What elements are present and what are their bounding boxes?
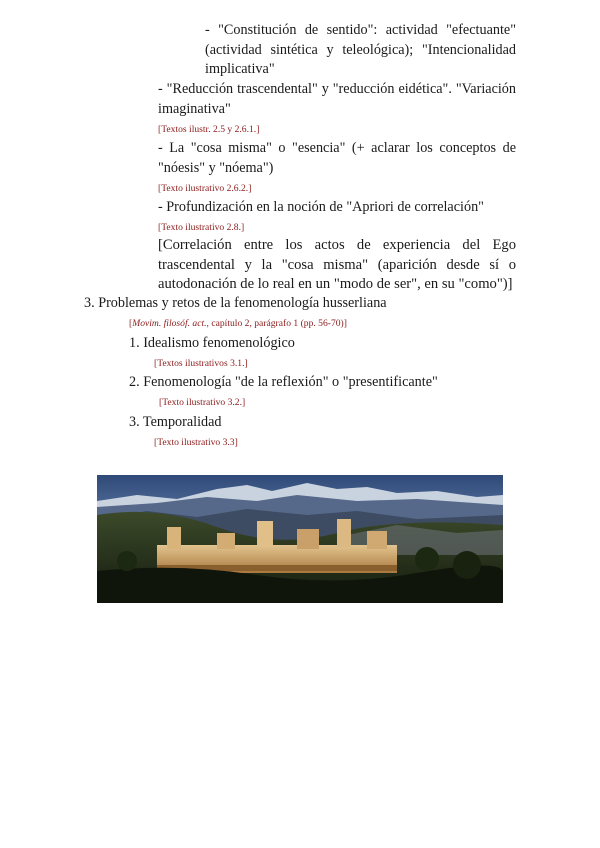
section-reference: [Movim. filosóf. act., capítulo 2, parágrafo 1 (pp. 56-70)]	[129, 318, 347, 329]
ref-reduccion: [Textos ilustr. 2.5 y 2.6.1.]	[158, 124, 260, 135]
paragraph-correlacion: [Correlación entre los actos de experiencia del Ego trascendental y la "cosa misma" (aparición desde sí o autodonación de lo real en un "modo de ser", en su "como")]	[158, 237, 516, 293]
item-cosa-misma: - La "cosa misma" o "esencia" (+ aclarar los conceptos de "nóesis" y "nóema")	[158, 140, 516, 176]
book-title: Movim. filosóf. act.	[132, 318, 207, 329]
ref-cosa-misma: [Texto ilustrativo 2.6.2.]	[158, 183, 252, 194]
ref-apriori: [Texto ilustrativo 2.8.]	[158, 222, 245, 233]
subitem-reflexion: 2. Fenomenología "de la reflexión" o "presentificante"	[129, 374, 438, 390]
item-reduccion: - "Reducción trascendental" y "reducción eidética". "Variación imaginativa"	[158, 81, 516, 117]
ref-reflexion: [Texto ilustrativo 3.2.]	[159, 397, 246, 408]
subitem-idealismo: 1. Idealismo fenomenológico	[129, 335, 295, 351]
section-heading: 3. Problemas y retos de la fenomenología husserliana	[84, 295, 387, 311]
subitem-temporalidad: 3. Temporalidad	[129, 414, 222, 430]
item-constitucion-sentido: - "Constitución de sentido": actividad "efectuante" (actividad sintética y teleológica); "Intencionalidad implicativa"	[205, 22, 516, 78]
ref-temporalidad: [Texto ilustrativo 3.3]	[154, 437, 238, 448]
ref-idealismo: [Textos ilustrativos 3.1.]	[154, 358, 248, 369]
alhambra-photo	[97, 475, 503, 603]
item-apriori: - Profundización en la noción de "Apriori de correlación"	[158, 199, 484, 215]
